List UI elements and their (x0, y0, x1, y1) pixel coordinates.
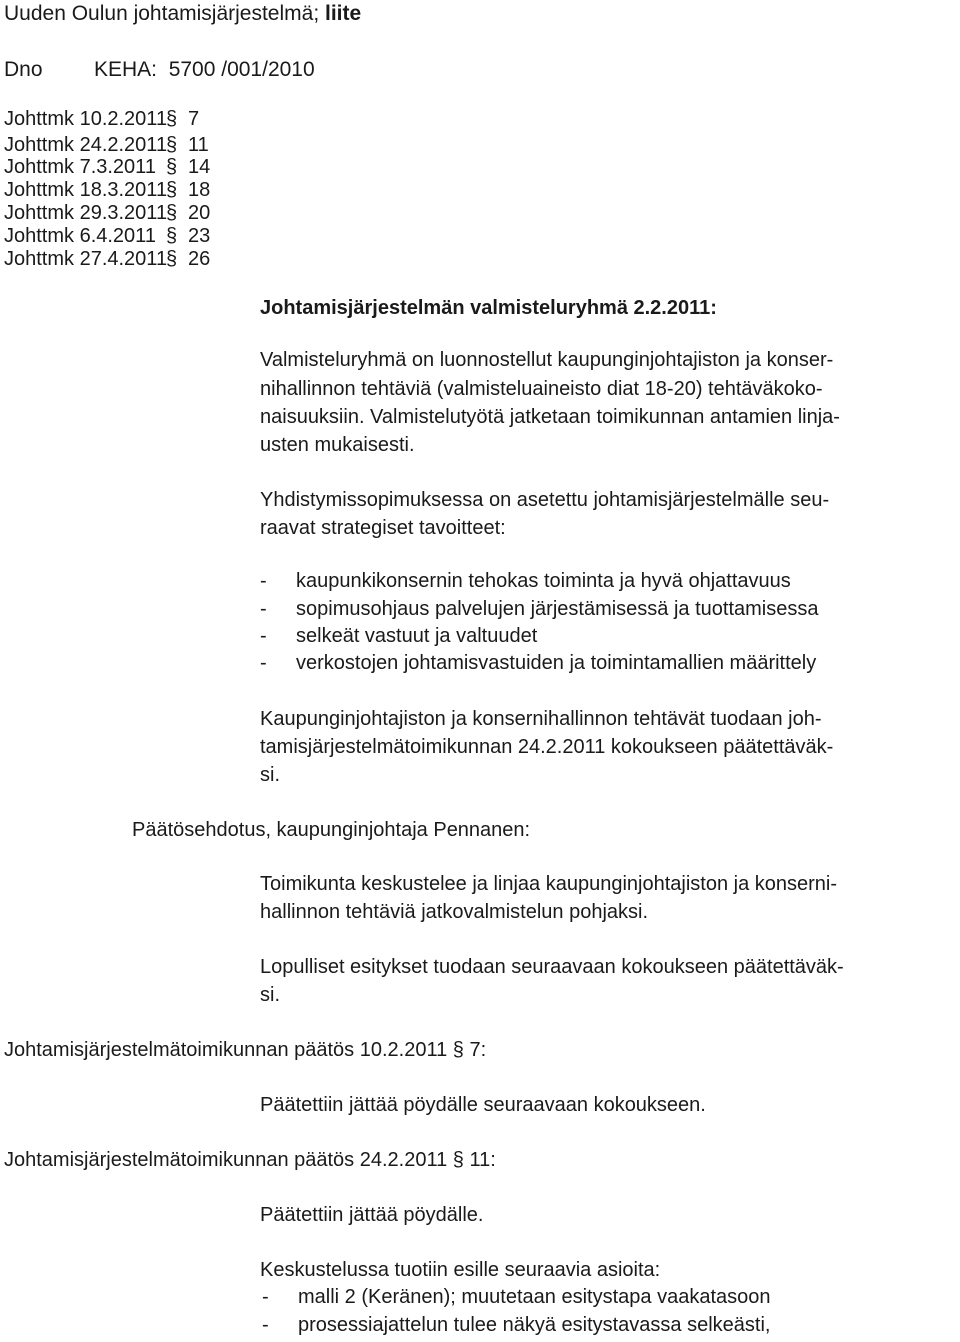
section-symbol: § (166, 179, 178, 201)
dno-value: KEHA: 5700 /001/2010 (94, 58, 315, 81)
text-line: Lopulliset esitykset tuodaan seuraavaan kokoukseen päätettäväk- (260, 956, 844, 978)
section-heading: Johtamisjärjestelmän valmisteluryhmä 2.2.2011: (260, 297, 717, 319)
text-line: naisuuksiin. Valmistelutyötä jatketaan toimikunnan antamien linja- (260, 406, 840, 428)
meeting-label: Johttmk 29.3.2011 (4, 202, 168, 224)
text-line: si. (260, 764, 280, 786)
meeting-number: 18 (188, 179, 211, 201)
list-item-text: verkostojen johtamisvastuiden ja toimintamallien määrittely (296, 652, 817, 674)
section-symbol: § (166, 248, 178, 270)
text-line: usten mukaisesti. (260, 434, 415, 456)
meeting-number: 11 (188, 134, 209, 156)
meeting-number: 23 (188, 225, 211, 247)
list-item-text: malli 2 (Keränen); muutetaan esitystapa vaakatasoon (298, 1286, 771, 1308)
list-item-text: kaupunkikonsernin tehokas toiminta ja hyvä ohjattavuus (296, 570, 791, 592)
dash-marker: - (260, 652, 267, 674)
dash-marker: - (260, 570, 267, 592)
dash-marker: - (260, 598, 267, 620)
text-line: Kaupunginjohtajiston ja konsernihallinnon tehtävät tuodaan joh- (260, 708, 822, 730)
meeting-number: 7 (188, 108, 200, 130)
section-symbol: § (166, 156, 178, 178)
decision-heading: Johtamisjärjestelmätoimikunnan päätös 10.2.2011 § 7: (4, 1039, 487, 1061)
dash-marker: - (262, 1314, 269, 1336)
list-item-text: prosessiajattelun tulee näkyä esitystavassa selkeästi, (298, 1314, 771, 1336)
list-item-text: selkeät vastuut ja valtuudet (296, 625, 538, 647)
text-line: si. (260, 984, 280, 1006)
meeting-label: Johttmk 27.4.2011 (4, 248, 168, 270)
meeting-label: Johttmk 18.3.2011 (4, 179, 168, 201)
text-line: nihallinnon tehtäviä (valmisteluaineisto diat 18-20) tehtäväkoko- (260, 378, 823, 400)
text-line: Yhdistymissopimuksessa on asetettu johtamisjärjestelmälle seu- (260, 489, 830, 511)
meeting-label: Johttmk 24.2.2011 (4, 134, 168, 156)
dno-label: Dno (4, 58, 43, 81)
section-symbol: § (166, 108, 178, 130)
decision-heading: Johtamisjärjestelmätoimikunnan päätös 24.2.2011 § 11: (4, 1149, 496, 1171)
decision-text: Päätettiin jättää pöydälle. (260, 1204, 484, 1226)
text-line: tamisjärjestelmätoimikunnan 24.2.2011 kokoukseen päätettäväk- (260, 736, 834, 758)
text-line: raavat strategiset tavoitteet: (260, 517, 506, 539)
list-item-text: sopimusohjaus palvelujen järjestämisessä ja tuottamisessa (296, 598, 819, 620)
discussion-intro: Keskustelussa tuotiin esille seuraavia asioita: (260, 1259, 661, 1281)
dash-marker: - (262, 1286, 269, 1308)
document-title (4, 0, 361, 28)
meeting-label: Johttmk 6.4.2011 (4, 225, 156, 247)
title-bold-text: liite (325, 2, 362, 25)
proposal-heading: Päätösehdotus, kaupunginjohtaja Pennanen: (132, 819, 531, 841)
section-symbol: § (166, 134, 178, 156)
title-text: Uuden Oulun johtamisjärjestelmä; (4, 2, 320, 25)
dash-marker: - (260, 625, 267, 647)
decision-text: Päätettiin jättää pöydälle seuraavaan kokoukseen. (260, 1094, 706, 1116)
text-line: hallinnon tehtäviä jatkovalmistelun pohjaksi. (260, 901, 649, 923)
meeting-number: 26 (188, 248, 211, 270)
meeting-number: 20 (188, 202, 211, 224)
text-line: Toimikunta keskustelee ja linjaa kaupunginjohtajiston ja konserni- (260, 873, 838, 895)
text-line: Valmisteluryhmä on luonnostellut kaupunginjohtajiston ja konser- (260, 349, 834, 371)
meeting-label: Johttmk 10.2.2011 (4, 108, 168, 130)
section-symbol: § (166, 202, 178, 224)
section-symbol: § (166, 225, 178, 247)
meeting-number: 14 (188, 156, 211, 178)
meeting-label: Johttmk 7.3.2011 (4, 156, 156, 178)
